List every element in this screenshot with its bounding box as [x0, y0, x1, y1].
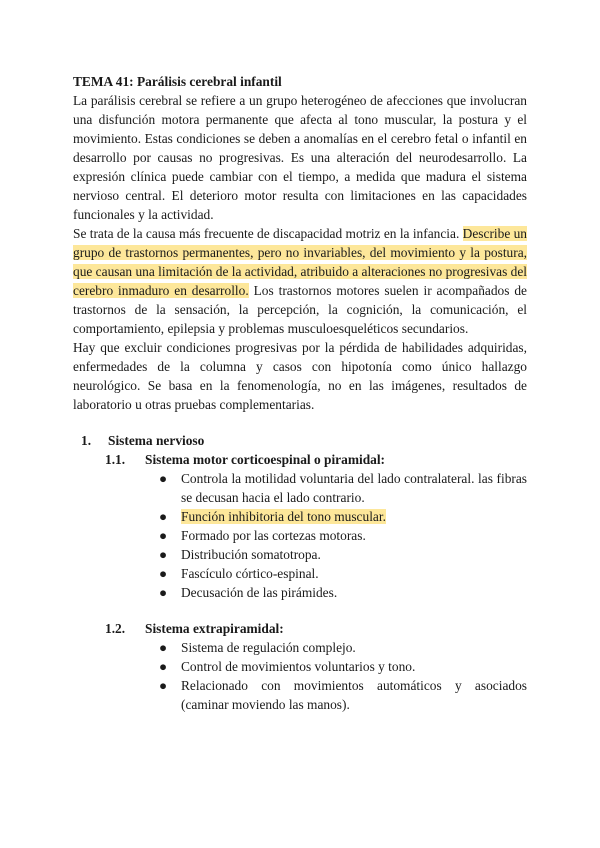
- list-item: ● Sistema de regulación complejo.: [159, 640, 356, 655]
- list-item: ● Formado por las cortezas motoras.: [159, 528, 366, 543]
- bullet-icon: ●: [159, 659, 168, 674]
- list-item: ● Decusación de las pirámides.: [159, 585, 338, 600]
- highlighted-bullet: Función inhibitoria del tono muscular.: [181, 509, 386, 524]
- document-title: TEMA 41: Parálisis cerebral infantil: [73, 74, 282, 89]
- definition-tail: Los trastornos motores suelen ir acompañados de trastornos de la sensación, la percepción, la cognición, la comunicación, el comportamiento, epilepsia y problemas musculoesqueléticos secundarios.: [73, 283, 527, 336]
- list-item: ● Distribución somatotropa.: [159, 547, 321, 562]
- subsection-number: 1.1.: [105, 452, 126, 467]
- pyramidal-bullet-list: [157, 469, 527, 602]
- list-item: ● Relacionado con movimientos automáticos y asociados (caminar moviendo las manos).: [159, 678, 527, 712]
- bullet-icon: ●: [159, 566, 168, 581]
- exclusion-paragraph: Hay que excluir condiciones progresivas por la pérdida de habilidades adquiridas, enfermedades de la columna y casos con hipotonía como único hallazgo neurológico. Se basa en la fenomenología, no en las imágenes, resultados de laboratorio u otras pruebas complementarias.: [73, 340, 527, 412]
- section-heading-nervous-system: [81, 431, 527, 450]
- definition-paragraph: [73, 224, 527, 338]
- definition-lead: Se trata de la causa más frecuente de discapacidad motriz en la infancia.: [73, 226, 460, 241]
- subsection-number: 1.2.: [105, 621, 126, 636]
- bullet-icon: ●: [159, 585, 168, 600]
- bullet-icon: ●: [159, 547, 168, 562]
- subsection-title: Sistema extrapiramidal:: [145, 621, 284, 636]
- highlighted-definition: Describe un grupo de trastornos permanentes, pero no invariables, del movimiento y la postura, que causan una limitación de la actividad, atribuido a alteraciones no progresivas del cerebro inmaduro en desarrollo.: [73, 226, 528, 298]
- bullet-icon: ●: [159, 509, 168, 524]
- subsection-heading-pyramidal: [105, 450, 527, 469]
- section-number: 1.: [81, 433, 92, 448]
- list-item: ● Control de movimientos voluntarios y tono.: [159, 659, 416, 674]
- intro-paragraph: La parálisis cerebral se refiere a un grupo heterogéneo de afecciones que involucran una disfunción motora permanente que afecta al tono muscular, la postura y el movimiento. Estas condiciones se deben a anomalías en el cerebro fetal o infantil en desarrollo por causas no progresivas. Es una alteración del neurodesarrollo. La expresión clínica puede cambiar con el tiempo, a medida que madura el sistema nervioso central. El deterioro motor resulta con limitaciones en las capacidades funcionales y la actividad.: [73, 93, 527, 222]
- bullet-icon: ●: [159, 471, 168, 486]
- list-item: ● Controla la motilidad voluntaria del lado contralateral. las fibras se decusan hacia el lado contrario.: [159, 471, 527, 505]
- list-item: ● Fascículo córtico-espinal.: [159, 566, 319, 581]
- bullet-icon: ●: [159, 528, 168, 543]
- extrapyramidal-bullet-list: [157, 638, 527, 714]
- bullet-icon: ●: [159, 678, 168, 693]
- subsection-title: Sistema motor corticoespinal o piramidal:: [145, 452, 386, 467]
- bullet-icon: ●: [159, 640, 168, 655]
- list-item: [157, 507, 527, 526]
- section-title: Sistema nervioso: [108, 433, 205, 448]
- subsection-heading-extrapyramidal: [105, 619, 527, 638]
